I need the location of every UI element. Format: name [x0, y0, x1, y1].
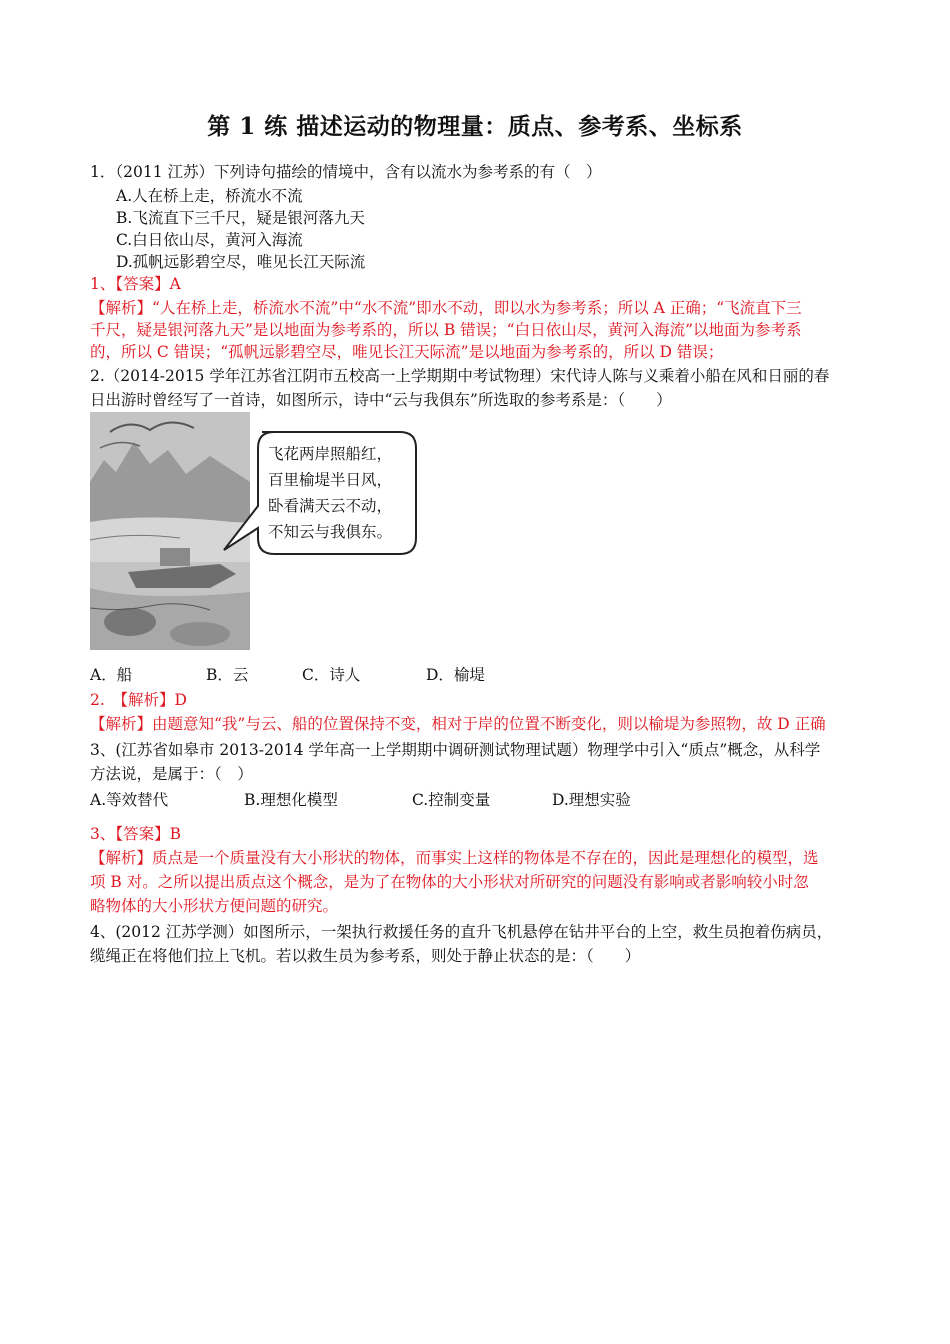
q3-analysis-line-1: 【解析】质点是一个质量没有大小形状的物体，而事实上这样的物体是不存在的，因此是理想化的模型，选	[90, 849, 819, 867]
q1-option-b: B.飞流直下三千尺，疑是银河落九天	[116, 209, 365, 227]
q3-answer: 3、【答案】B	[90, 825, 182, 843]
q3-option-a: A.等效替代	[90, 791, 169, 809]
q3-option-c: C.控制变量	[412, 791, 491, 809]
q2-option-c: C．诗人	[302, 666, 361, 684]
poem-line-2: 百里榆堤半日风，	[268, 471, 393, 489]
q2-stem-line-1: 2.（2014-2015 学年江苏省江阴市五校高一上学期期中考试物理）宋代诗人陈与义乘着小船在风和日丽的春	[90, 367, 830, 385]
q1-option-a: A.人在桥上走，桥流水不流	[116, 187, 303, 205]
q1-analysis-line-2: 千尺，疑是银河落九天”是以地面为参考系的，所以 B 错误；“白日依山尽，黄河入海流”以地面为参考系	[90, 321, 802, 339]
q1-analysis-line-1: 【解析】“人在桥上走，桥流水不流”中“水不流”即水不动，即以水为参考系；所以 A 正确；“飞流直下三	[90, 299, 802, 317]
q2-analysis: 【解析】由题意知“我”与云、船的位置保持不变，相对于岸的位置不断变化，则以榆堤为参照物，故 D 正确	[90, 715, 826, 733]
q2-option-a: A．船	[90, 666, 133, 684]
q2-option-d: D．榆堤	[426, 666, 485, 684]
q1-analysis-line-3: 的，所以 C 错误；“孤帆远影碧空尽，唯见长江天际流”是以地面为参考系的，所以 D 错误；	[90, 343, 724, 361]
q2-stem-line-2: 日出游时曾经写了一首诗，如图所示，诗中“云与我俱东”所选取的参考系是：（ ）	[90, 391, 672, 409]
q1-stem: 1．（2011 江苏）下列诗句描绘的情境中，含有以流水为参考系的有（ ）	[90, 163, 602, 181]
q2-answer: 2. 【解析】D	[90, 691, 187, 709]
poem-line-3: 卧看满天云不动，	[268, 497, 393, 515]
q3-stem-line-2: 方法说，是属于：（ ）	[90, 765, 253, 783]
poem-line-1: 飞花两岸照船红，	[268, 445, 393, 463]
q3-analysis-line-2: 项 B 对。之所以提出质点这个概念，是为了在物体的大小形状对所研究的问题没有影响或者影响较小时忽	[90, 873, 809, 891]
q3-option-d: D.理想实验	[552, 791, 631, 809]
q3-stem-line-1: 3、(江苏省如皋市 2013-2014 学年高一上学期期中调研测试物理试题）物理学中引入“质点”概念，从科学	[90, 741, 821, 759]
q3-option-b: B.理想化模型	[244, 791, 338, 809]
poem-text	[268, 441, 418, 545]
page-title: 第 1 练 描述运动的物理量：质点、参考系、坐标系	[207, 113, 743, 140]
poem-line-4: 不知云与我俱东。	[268, 523, 393, 541]
q2-option-b: B．云	[206, 666, 249, 684]
q4-stem-line-1: 4、(2012 江苏学测）如图所示，一架执行救援任务的直升飞机悬停在钻井平台的上空，救生员抱着伤病员，	[90, 923, 833, 941]
q1-answer: 1、【答案】A	[90, 275, 181, 293]
q3-analysis-line-3: 略物体的大小形状方便问题的研究。	[90, 897, 339, 915]
q4-stem-line-2: 缆绳正在将他们拉上飞机。若以救生员为参考系，则处于静止状态的是：（ ）	[90, 947, 641, 965]
q1-option-d: D.孤帆远影碧空尽，唯见长江天际流	[116, 253, 366, 271]
q1-option-c: C.白日依山尽，黄河入海流	[116, 231, 303, 249]
